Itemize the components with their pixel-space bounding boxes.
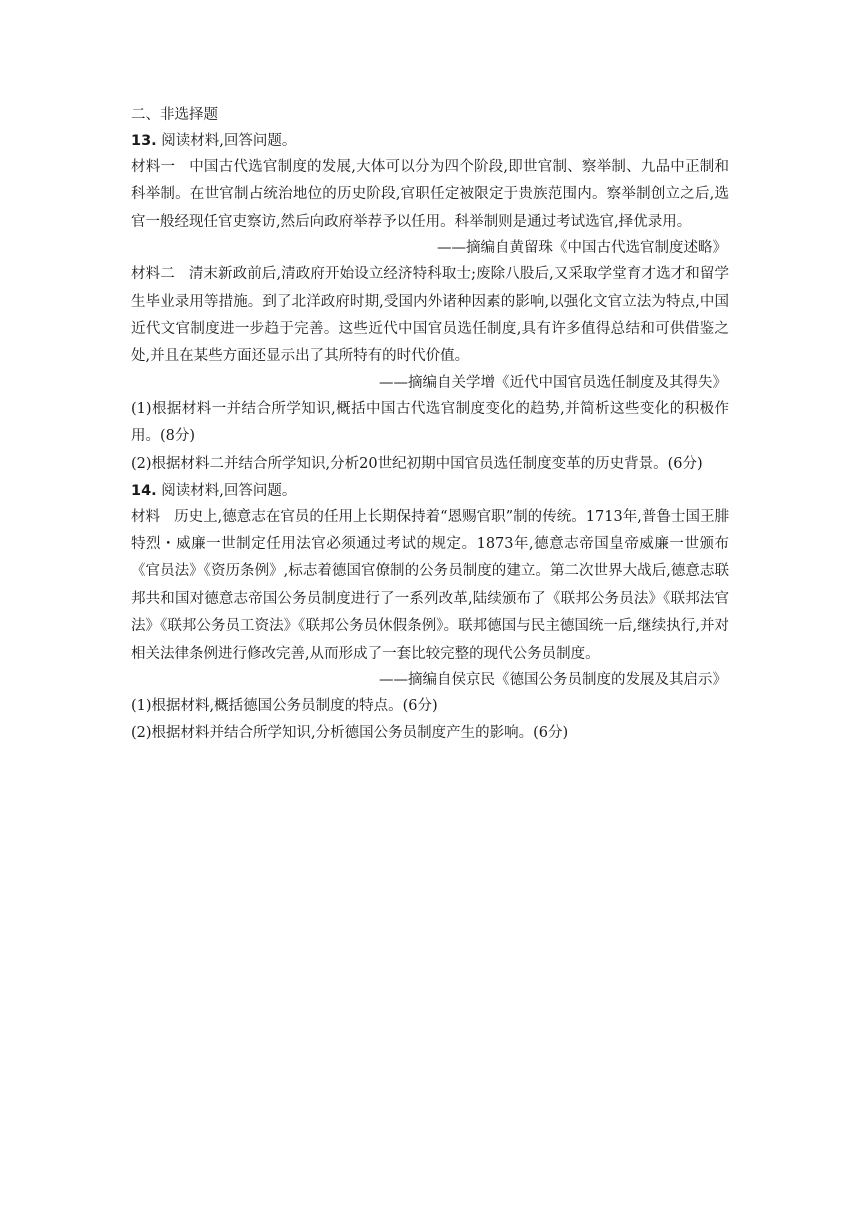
q14-material-source: ——摘编自侯京民《德国公务员制度的发展及其启示》 (379, 672, 727, 689)
q13-sub-question-1: (1)根据材料一并结合所学知识,概括中国古代选官制度变化的趋势,并简析这些变化的积极作用。(8分) (131, 400, 729, 445)
q13-material-2-label: 材料二 (131, 266, 175, 283)
q13-material-1 (131, 154, 729, 236)
question-14-number: 14. (131, 482, 157, 499)
q14-material (131, 504, 729, 668)
q13-material-1-source: ——摘编自黄留珠《中国古代选官制度述略》 (437, 240, 727, 257)
q13-sub-question-2: (2)根据材料二并结合所学知识,分析20世纪初期中国官员选任制度变革的历史背景。(6分) (131, 455, 703, 472)
q14-sub-question-2: (2)根据材料并结合所学知识,分析德国公务员制度产生的影响。(6分) (131, 725, 569, 742)
q14-material-label: 材料 (131, 508, 161, 525)
q13-material-2 (131, 261, 729, 371)
section-heading: 二、非选择题 (131, 107, 218, 123)
q14-sub-question-1: (1)根据材料,概括德国公务员制度的特点。(6分) (131, 698, 438, 715)
question-13-heading (131, 129, 729, 154)
question-13-number: 13. (131, 133, 157, 149)
q13-material-2-text: 清末新政前后,清政府开始设立经济特科取士;废除八股后,又采取学堂育才选才和留学生毕业录用等措施。到了北洋政府时期,受国内外诸种因素的影响,以强化文官立法为特点,中国近代文官制度进一步趋于完善。这些近代中国官员选任制度,具有许多值得总结和可供借鉴之处,并且在某些方面还显示出了其所特有的时代价值。 (131, 266, 729, 365)
question-13-instruction: 阅读材料,回答问题。 (156, 133, 297, 149)
q14-material-text: 历史上,德意志在官员的任用上长期保持着“恩赐官职”制的传统。1713年,普鲁士国王腓特烈・威廉一世制定任用法官必须通过考试的规定。1873年,德意志帝国皇帝威廉一世颁布《官员法》《资历条例》,标志着德国官僚制的公务员制度的建立。第二次世界大战后,德意志联邦共和国对德意志帝国公务员制度进行了一系列改革,陆续颁布了《联邦公务员法》《联邦法官法》《联邦公务员工资法》《联邦公务员休假条例》。联邦德国与民主德国统一后,继续执行,并对相关法律条例进行修改完善,从而形成了一套比较完整的现代公务员制度。 (131, 508, 729, 662)
question-14-heading (131, 479, 729, 504)
q13-material-2-source: ——摘编自关学增《近代中国官员选任制度及其得失》 (379, 374, 727, 391)
document-body (131, 102, 729, 747)
question-14-instruction: 阅读材料,回答问题。 (156, 482, 297, 499)
q13-material-1-text: 中国古代选官制度的发展,大体可以分为四个阶段,即世官制、察举制、九品中正制和科举制。在世官制占统治地位的历史阶段,官职任定被限定于贵族范围内。察举制创立之后,选官一般经现任官吏察访,然后向政府举荐予以任用。科举制则是通过考试选官,择优录用。 (131, 159, 730, 230)
q13-material-1-label: 材料一 (131, 159, 176, 175)
